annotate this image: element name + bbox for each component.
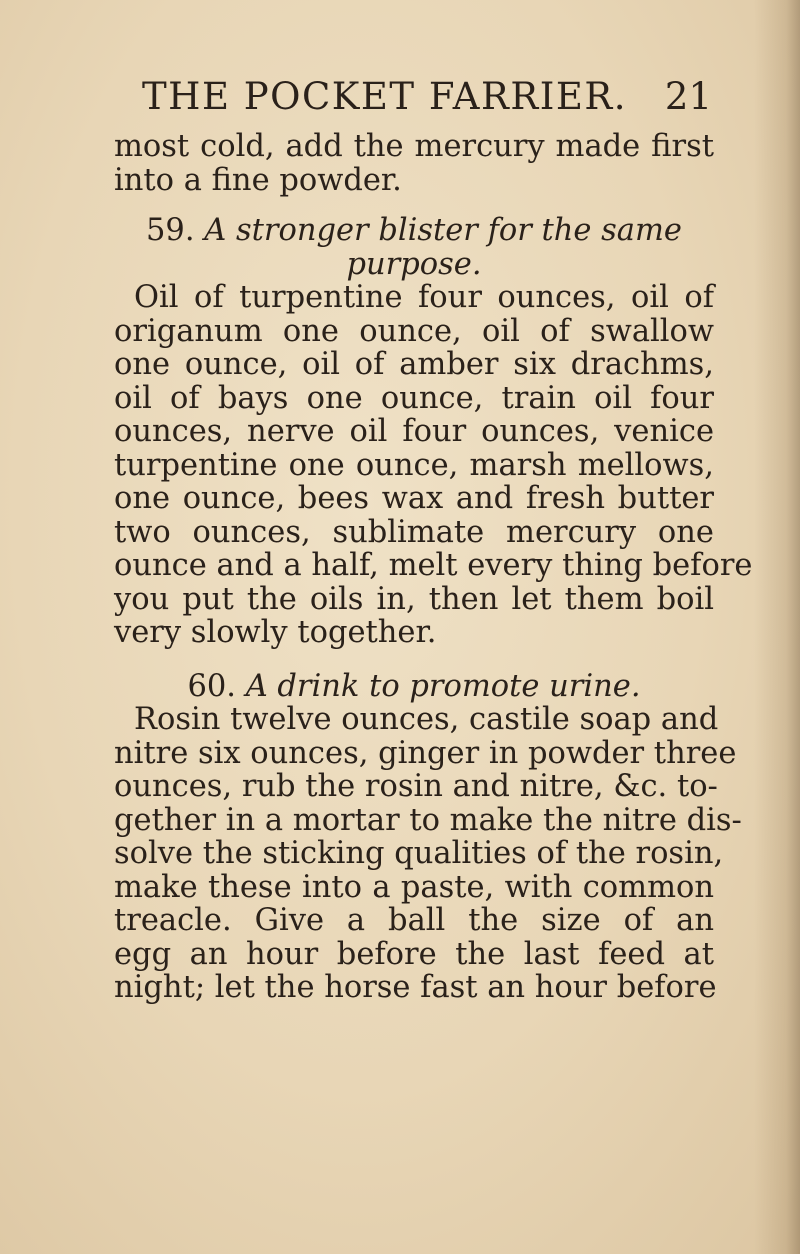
text-line: egg an hour before the last feed at xyxy=(114,936,714,972)
text-line: two ounces, sublimate mercury one xyxy=(114,514,714,550)
text-line: Oil of turpentine four ounces, oil of xyxy=(134,280,714,315)
text-line: ounces, nerve oil four ounces, venice xyxy=(114,414,714,449)
page-header xyxy=(142,72,712,122)
text-line: very slowly together. xyxy=(114,615,437,650)
text-line: turpentine one ounce, marsh mellows, xyxy=(114,447,714,483)
text-line: nitre six ounces, ginger in powder three xyxy=(114,735,737,771)
text-line: ounces, rub the rosin and nitre, &c. to- xyxy=(114,769,718,804)
text-line: make these into a paste, with common xyxy=(114,869,714,905)
text-line: gether in a mortar to make the nitre dis- xyxy=(114,802,742,838)
page-edge-shadow xyxy=(754,0,800,1254)
text-line: into a fine powder. xyxy=(114,162,402,198)
text-line: treacle. Give a ball the size of an xyxy=(114,903,714,938)
text-line: oil of bays one ounce, train oil four xyxy=(114,380,714,416)
text-line: most cold, add the mercury made first xyxy=(114,129,714,164)
text-line: Rosin twelve ounces, castile soap and xyxy=(134,702,719,737)
recipe-59-heading xyxy=(114,214,714,248)
recipe-title: A stronger blister for the same xyxy=(204,213,682,248)
text-line: origanum one ounce, oil of swallow xyxy=(114,313,714,349)
recipe-number: 59. xyxy=(146,213,195,248)
text-line: solve the sticking qualities of the rosin, xyxy=(114,836,724,871)
text-line: night; let the horse fast an hour before xyxy=(114,970,717,1005)
page-number: 21 xyxy=(664,75,712,118)
recipe-title-continued: purpose. xyxy=(346,246,482,282)
recipe-title: A drink to promote urine. xyxy=(245,668,641,704)
body-text xyxy=(114,129,753,1005)
running-title: THE POCKET FARRIER. xyxy=(142,75,627,118)
text-line: you put the oils in, then let them boil xyxy=(114,581,714,617)
recipe-60-heading xyxy=(114,670,714,704)
text-line: ounce and a half, melt every thing before xyxy=(114,548,753,583)
recipe-number: 60. xyxy=(187,668,236,704)
text-line: one ounce, oil of amber six drachms, xyxy=(114,347,714,382)
text-line: one ounce, bees wax and fresh butter xyxy=(114,481,714,516)
